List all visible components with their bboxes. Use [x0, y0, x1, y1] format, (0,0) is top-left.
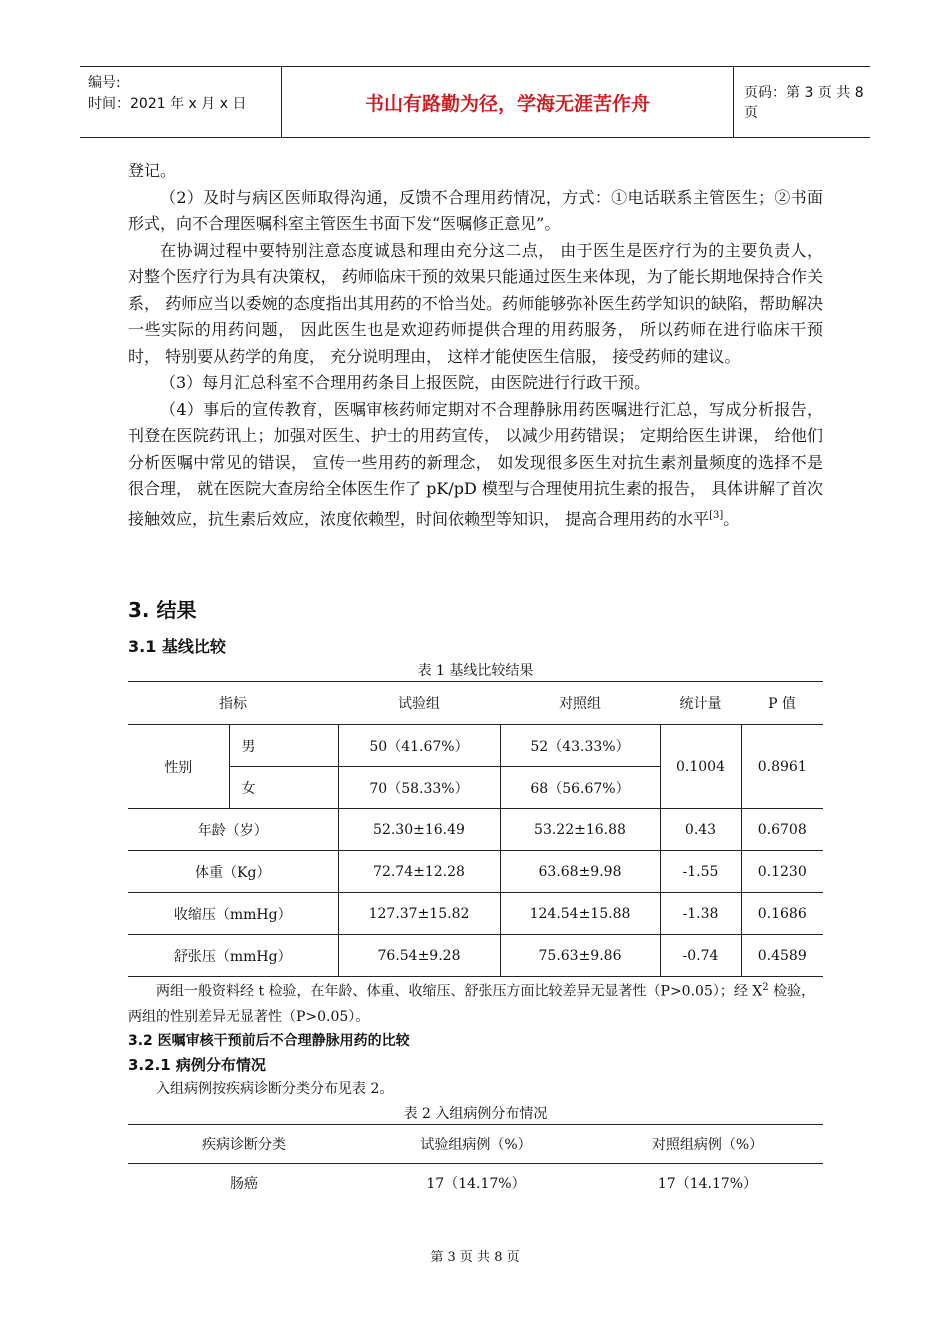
citation-ref: [3] [709, 509, 724, 521]
table-header: 对照组病例（%） [592, 1125, 823, 1164]
table-cell: 0.1230 [741, 851, 823, 893]
table-header: 疾病诊断分类 [128, 1125, 360, 1164]
female-label: 女 [229, 767, 338, 809]
row-label: 体重（Kg） [128, 851, 338, 893]
sex-stat: 0.1004 [660, 725, 741, 809]
table-header-row [128, 682, 823, 725]
table-row [128, 851, 823, 893]
table-row [128, 1164, 823, 1203]
paragraph: （2）及时与病区医师取得沟通，反馈不合理用药情况，方式：①电话联系主管医生；②书面形式，向不合理医嘱科室主管医生书面下发“医嘱修正意见”。 [128, 187, 823, 233]
paragraph-text: （4）事后的宣传教育，医嘱审核药师定期对不合理静脉用药医嘱进行汇总，写成分析报告， 刊登在医院药讯上；加强对医生、护士的用药宣传， 以减少用药错误； 定期给医生讲课， 给他们分析医嘱中常见的错误， 宣传一些用药的新理念， 如发现很多医生对抗生素剂量频度的选择不是很合理， 就在医院大查房给全体医生作了 pK/pD 模型与合理使用抗生素的报告， 具体讲解了首次接触效应，抗生素后效应，浓度依赖型，时间依赖型等知识， 提高合理用药的水平 [128, 399, 824, 528]
table-cell: 0.6708 [741, 809, 823, 851]
sex-label: 性别 [128, 725, 229, 809]
paragraph: 在协调过程中要特别注意态度诚恳和理由充分这二点， 由于医生是医疗行为的主要负责人， 对整个医疗行为具有决策权， 药师临床干预的效果只能通过医生来体现，为了能长期地保持合作关系， 药师应当以委婉的态度指出其用药的不恰当处。药师能够弥补医生药学知识的缺陷，帮助解决一些实际的用药问题， 因此医生也是欢迎药师提供合理的用药服务， 所以药师在进行临床干预时， 特别要从药学的角度， 充分说明理由， 这样才能使医生信服， 接受药师的建议。 [128, 240, 823, 366]
table-row [128, 725, 823, 767]
date-label: 时间：2021 年 x 月 x 日 [88, 96, 247, 112]
table-cell: 53.22±16.88 [500, 809, 660, 851]
paragraph: 登记。 [128, 161, 177, 180]
table-cell: -1.38 [660, 893, 741, 935]
table2-caption: 表 2 入组病例分布情况 [403, 1106, 548, 1122]
table-cell: 17（14.17%） [426, 1176, 526, 1192]
section-heading-3-2-1: 3.2.1 病例分布情况 [128, 1056, 266, 1074]
row-label: 舒张压（mmHg） [128, 935, 338, 977]
table-cell: 17（14.17%） [657, 1176, 758, 1192]
table-header-row [128, 1125, 823, 1164]
table-row [128, 893, 823, 935]
intro-3-2-1: 入组病例按疾病诊断分类分布见表 2。 [156, 1081, 394, 1097]
table-cell: 0.4589 [741, 935, 823, 977]
table-cell: 124.54±15.88 [500, 893, 660, 935]
paragraph: （3）每月汇总科室不合理用药条目上报医院，由医院进行行政干预。 [160, 373, 651, 392]
note-text: 两组一般资料经 t 检验，在年龄、体重、收缩压、舒张压方面比较差异无显著性（P>0.05）；经 X [156, 983, 763, 1000]
table-cell: 76.54±9.28 [338, 935, 500, 977]
table-cell: -1.55 [660, 851, 741, 893]
table-row [128, 809, 823, 851]
table-cell: 68（56.67%） [500, 767, 660, 809]
table-header: P 值 [741, 682, 823, 725]
row-label: 年龄（岁） [128, 809, 338, 851]
table-cell: -0.74 [660, 935, 741, 977]
male-label: 男 [229, 725, 338, 767]
table-cell: 50（41.67%） [338, 725, 500, 767]
page-footer: 第 3 页 共 8 页 [430, 1250, 520, 1265]
table-header: 试验组 [338, 682, 500, 725]
table-cell: 0.43 [660, 809, 741, 851]
table-cell: 72.74±12.28 [338, 851, 500, 893]
table-row [128, 935, 823, 977]
table-cell: 0.1686 [741, 893, 823, 935]
table1-caption: 表 1 基线比较结果 [417, 663, 534, 679]
section-heading-baseline: 3.1 基线比较 [128, 637, 226, 656]
page-header [80, 66, 870, 138]
header-motto: 书山有路勤为径，学海无涯苦作舟 [282, 67, 734, 137]
baseline-table [128, 681, 823, 977]
table-cell: 70（58.33%） [338, 767, 500, 809]
table-cell: 52.30±16.49 [338, 809, 500, 851]
paragraph-end: 。 [723, 508, 740, 528]
table-cell: 127.37±15.82 [338, 893, 500, 935]
table-cell: 52（43.33%） [500, 725, 660, 767]
table-header: 试验组病例（%） [360, 1125, 592, 1164]
body-text [128, 158, 823, 532]
table-cell: 75.63±9.86 [500, 935, 660, 977]
row-label: 肠癌 [230, 1176, 258, 1192]
header-page-label: 页码：第 3 页 共 8 页 [744, 85, 864, 121]
paragraph [128, 397, 823, 533]
table1-note [128, 975, 823, 1030]
sex-p: 0.8961 [741, 725, 823, 809]
table-header: 指标 [128, 682, 338, 725]
number-label: 编号: [88, 75, 121, 91]
case-distribution-table [128, 1124, 823, 1202]
table-cell: 63.68±9.98 [500, 851, 660, 893]
note-text-end: 检验，两组的性别差异无显著性（P>0.05）。 [128, 983, 816, 1025]
table-header: 统计量 [660, 682, 741, 725]
table-header: 对照组 [500, 682, 660, 725]
note-superscript: 2 [762, 982, 769, 993]
section-heading-results: 3. 结果 [128, 598, 197, 622]
section-heading-3-2: 3.2 医嘱审核干预前后不合理静脉用药的比较 [128, 1033, 410, 1049]
header-info [80, 67, 282, 137]
row-label: 收缩压（mmHg） [128, 893, 338, 935]
